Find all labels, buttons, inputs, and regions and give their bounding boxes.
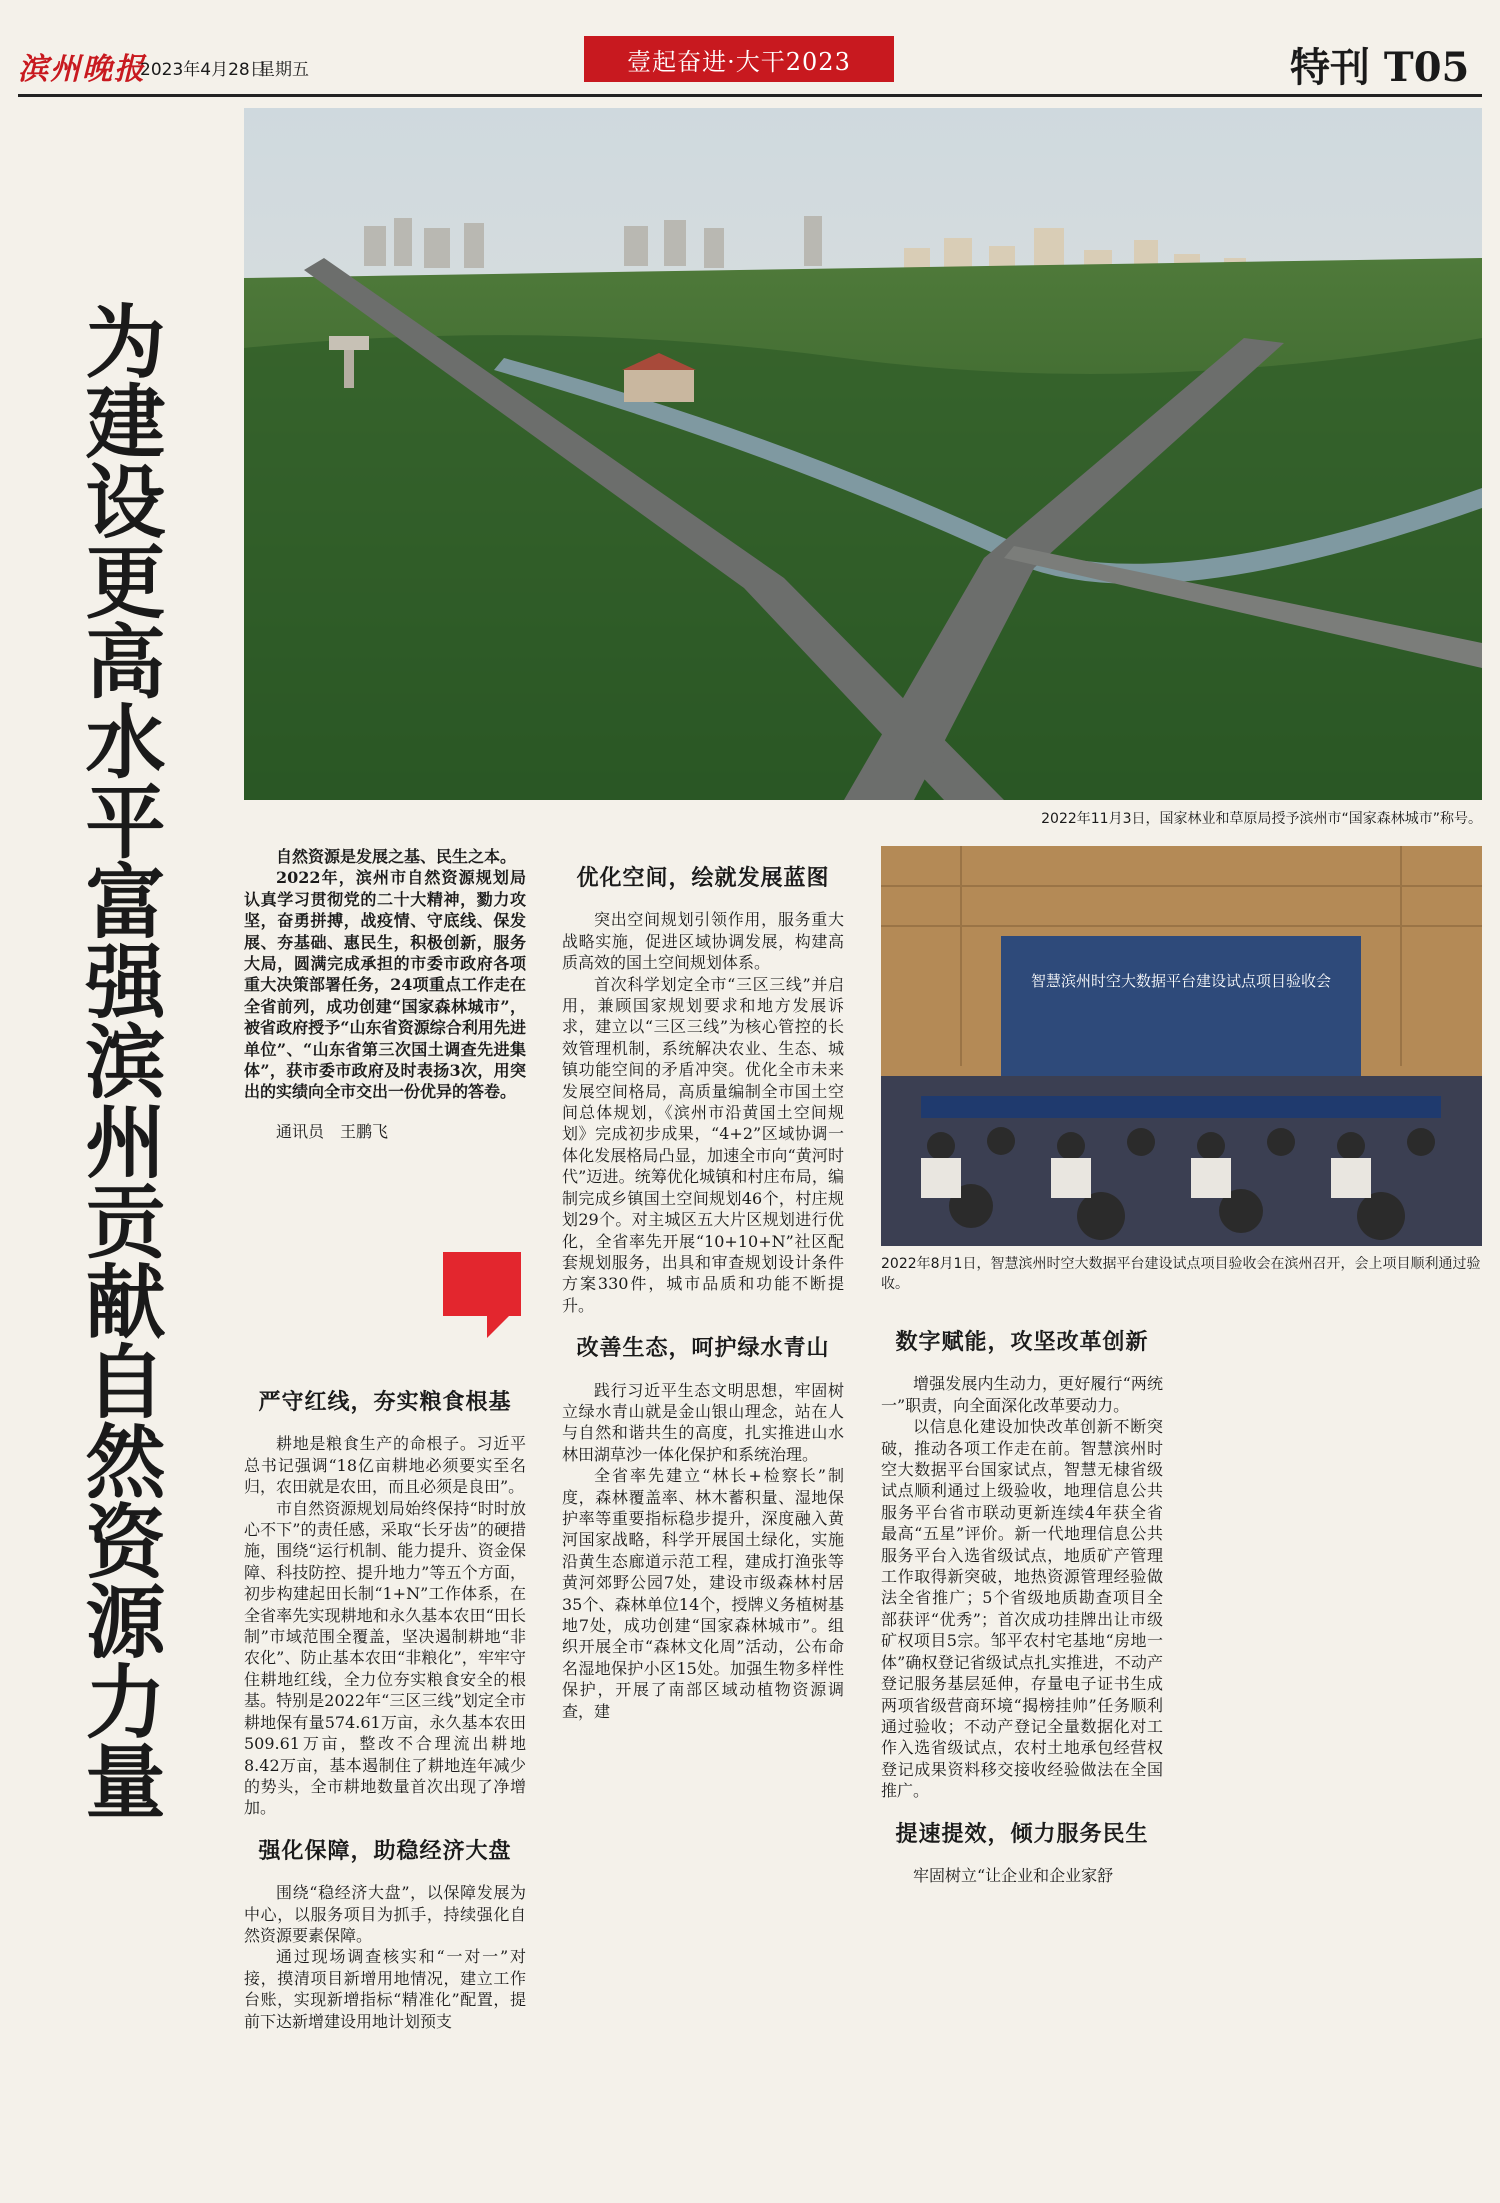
section-title-service: 提速提效，倾力服务民生 [895,1820,1149,1847]
paragraph: 全省率先建立“林长+检察长”制度，森林覆盖率、林木蓄积量、湿地保护率等重要指标稳步提升，深度融入黄河国家战略，科学开展国土绿化，实施沿黄生态廊道示范工程，建成打渔张等黄河郊野公园7处，建设市级森林村居35个、森林单位14个，授牌义务植树基地7处，成功创建“国家森林城市”。组织开展全市“森林文化周”活动，公布命名湿地保护小区15处。加强生物多样性保护，开展了南部区域动植物资源调查，建 [562,1466,844,1721]
byline: 通讯员 王鹏飞 [276,1121,389,1141]
issue-weekday: 星期五 [258,60,309,80]
main-photo-caption: 2022年11月3日，国家林业和草原局授予滨州市“国家森林城市”称号。 [1041,811,1482,827]
column-banner: 壹起奋进·大干2023 [584,36,894,82]
section-title-redline: 严守红线，夯实粮食根基 [258,1389,512,1415]
conference-photo-caption: 2022年8月1日，智慧滨州时空大数据平台建设试点项目验收会在滨州召开，会上项目顺利通过验收。 [881,1256,1481,1292]
page-label: 特刊 T05 [1290,44,1470,91]
section-title-space: 优化空间，绘就发展蓝图 [576,865,830,891]
masthead-logo: 滨州晚报 [18,52,146,87]
article-column-1-lower [244,1370,526,2032]
section-title-economy: 强化保障，助稳经济大盘 [258,1837,512,1864]
lead-paragraph-2: 2022年，滨州市自然资源规划局认真学习贯彻党的二十大精神，勠力攻坚，奋勇拼搏，战疫情、守底线、保发展、夯基础、惠民生，积极创新，服务大局，圆满完成承担的市委市政府各项重大决策部署任务，24项重点工作走在全省前列，成功创建“国家森林城市”，被省政府授予“山东省资源综合利用先进单位”、“山东省第三次国土调查先进集体”，获市委市政府及时表扬3次，用突出的实绩向全市交出一份优异的答卷。 [244,868,526,1102]
quote-mark-decoration [443,1252,521,1316]
paragraph: 增强发展内生动力，更好履行“两统一”职责，向全面深化改革要动力。 [881,1374,1163,1415]
lead-paragraph-1: 自然资源是发展之基、民生之本。 [276,847,517,866]
section-title-digital: 数字赋能，攻坚改革创新 [895,1329,1149,1355]
section-title-ecology: 改善生态，呵护绿水青山 [576,1335,830,1362]
screen-title: 智慧滨州时空大数据平台建设试点项目验收会 [1030,972,1332,990]
page-headline: 为建设更高水平富强滨州贡献自然资源力量 [72,300,166,1820]
article-column-3 [881,1310,1163,1886]
paragraph: 耕地是粮食生产的命根子。习近平总书记强调“18亿亩耕地必须要实至名归，农田就是农田，而且必须是良田”。 [244,1434,526,1497]
paragraph: 牢固树立“让企业和企业家舒 [913,1865,1114,1885]
paragraph: 突出空间规划引领作用，服务重大战略实施，促进区域协调发展，构建高质高效的国土空间规划体系。 [562,910,844,973]
paragraph: 践行习近平生态文明思想，牢固树立绿水青山就是金山银山理念，站在人与自然和谐共生的高度，扎实推进山水林田湖草沙一体化保护和系统治理。 [562,1380,844,1464]
paragraph: 首次科学划定全市“三区三线”并启用，兼顾国家规划要求和地方发展诉求，建立以“三区三线”为核心管控的长效管理机制，系统解决农业、生态、城镇功能空间的矛盾冲突。优化全市未来发展空间格局，高质量编制全市国土空间总体规划，《滨州市沿黄国土空间规划》完成初步成果，“4+2”区域协调一体化发展格局凸显，加速全市向“黄河时代”迈进。统筹优化城镇和村庄布局，编制完成乡镇国土空间规划46个，村庄规划29个。对主城区五大片区规划进行优化，全省率先开展“10+10+N”社区配套规划服务，出具和审查规划设计条件方案330件，城市品质和功能不断提升。 [562,974,844,1315]
header-rule [18,94,1482,97]
paragraph: 市自然资源规划局始终保持“时时放心不下”的责任感，采取“长牙齿”的硬措施，围绕“运行机制、能力提升、资金保障、科技防控、提升地力”等五个方面，初步构建起田长制“1+N”工作体系，在全省率先实现耕地和永久基本农田“田长制”市域范围全覆盖，坚决遏制耕地“非农化”、防止基本农田“非粮化”，牢牢守住耕地红线，全力位夯实粮食安全的根基。特别是2022年“三区三线”划定全市耕地保有量574.61万亩，永久基本农田509.61万亩，整改不合理流出耕地8.42万亩，基本遏制住了耕地连年减少的势头，全市耕地数量首次出现了净增加。 [244,1498,526,1818]
article-column-1 [244,846,526,1142]
article-column-2 [562,846,844,1722]
lead-paragraphs [244,846,526,1103]
aerial-city-photo [244,108,1482,800]
paragraph: 以信息化建设加快改革创新不断突破，推动各项工作走在前。智慧滨州时空大数据平台国家试点，智慧无棣省级试点顺利通过上级验收，地理信息公共服务平台省市联动更新连续4年获全省最高“五星”评价。新一代地理信息公共服务平台入选省级试点，地质矿产管理工作取得新突破，地热资源管理经验做法全省推广；5个省级地质勘查项目全部获评“优秀”；首次成功挂牌出让市级矿权项目5宗。邹平农村宅基地“房地一体”确权登记省级试点扎实推进，不动产登记服务基层延伸，存量电子证书生成两项省级营商环境“揭榜挂帅”任务顺利通过验收；不动产登记全量数据化对工作入选省级试点，农村土地承包经营权登记成果资料移交接收经验做法在全国推广。 [881,1417,1163,1801]
paragraph: 通过现场调查核实和“一对一”对接，摸清项目新增用地情况，建立工作台账，实现新增指标“精准化”配置，提前下达新增建设用地计划预支 [244,1947,526,2031]
paragraph: 围绕“稳经济大盘”，以保障发展为中心，以服务项目为抓手，持续强化自然资源要素保障。 [244,1883,526,1945]
issue-date: 2023年4月28日 [140,60,267,80]
conference-photo [881,846,1482,1246]
